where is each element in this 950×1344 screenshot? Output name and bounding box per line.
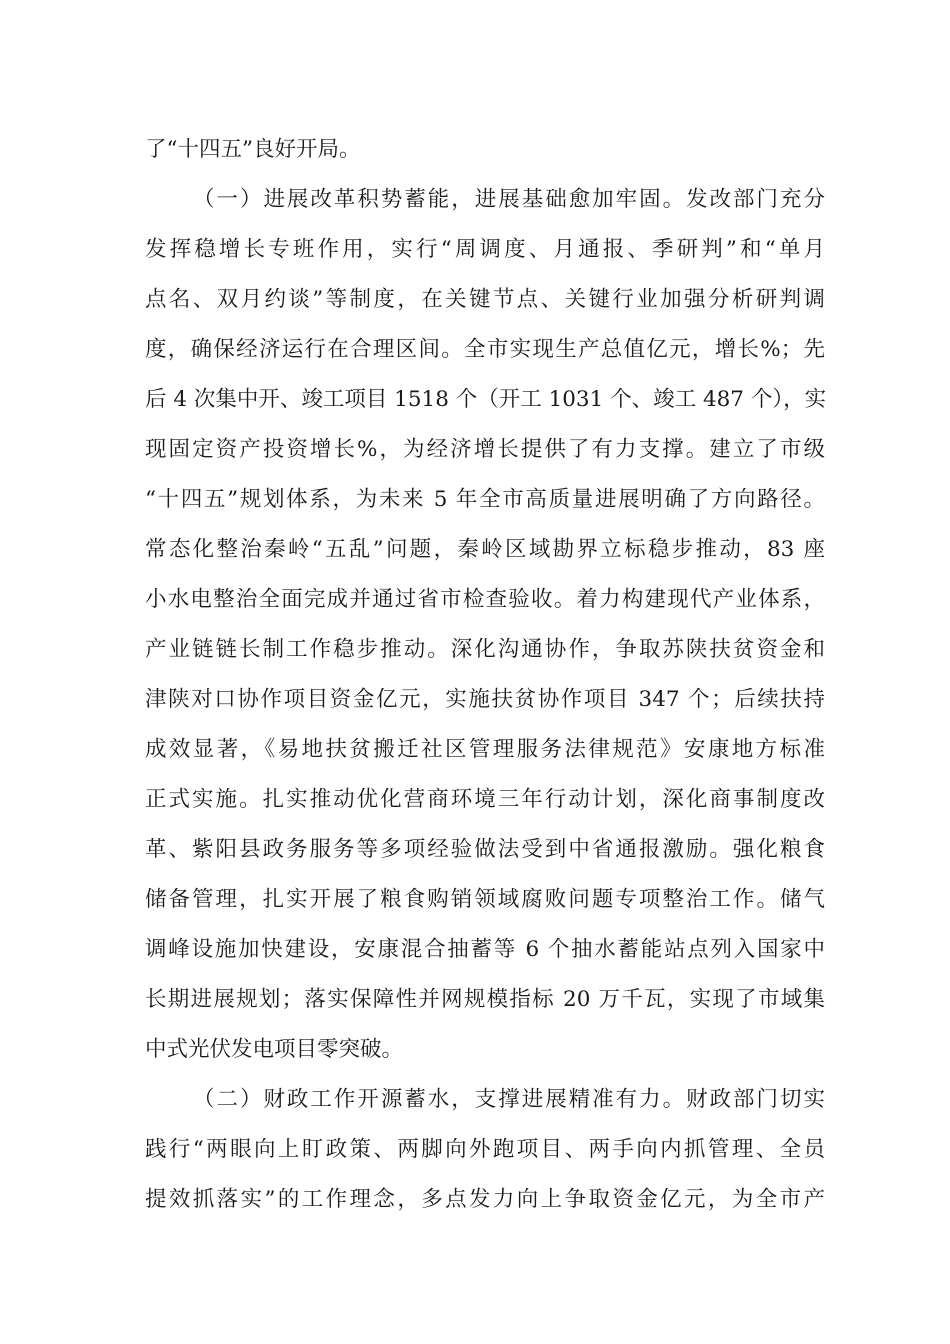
- paragraph-heading-line: （二）财政工作开源蓄水，支撑进展精准有力。财政部门切实: [193, 1087, 825, 1112]
- text-line: 度，确保经济运行在合理区间。全市实现生产总值亿元，增长%；先: [145, 337, 825, 362]
- text-line: 小水电整治全面完成并通过省市检查验收。着力构建现代产业体系，: [145, 587, 825, 612]
- text-line: 储备管理，扎实开展了粮食购销领域腐败问题专项整治工作。储气: [145, 887, 825, 912]
- text-line: 正式实施。扎实推动优化营商环境三年行动计划，深化商事制度改: [145, 787, 825, 812]
- text-line: 了“十四五”良好开局。: [145, 137, 361, 162]
- text-line: 发挥稳增长专班作用，实行“周调度、月通报、季研判”和“单月: [145, 237, 825, 262]
- text-line: 点名、双月约谈”等制度，在关键节点、关键行业加强分析研判调: [145, 287, 825, 312]
- text-line: 产业链链长制工作稳步推动。深化沟通协作，争取苏陕扶贫资金和: [145, 637, 825, 662]
- paragraph-heading-line: （一）进展改革积势蓄能，进展基础愈加牢固。发改部门充分: [193, 187, 825, 212]
- text-line: 长期进展规划；落实保障性并网规模指标 20 万千瓦，实现了市域集: [145, 987, 825, 1012]
- text-line: 成效显著，《易地扶贫搬迁社区管理服务法律规范》安康地方标准: [145, 737, 825, 762]
- text-line: 常态化整治秦岭“五乱”问题，秦岭区域勘界立标稳步推动，83 座: [145, 537, 825, 562]
- text-line: “十四五”规划体系，为未来 5 年全市高质量进展明确了方向路径。: [145, 487, 825, 512]
- text-line: 后 4 次集中开、竣工项目 1518 个（开工 1031 个、竣工 487 个），实: [145, 387, 827, 412]
- text-line: 提效抓落实”的工作理念，多点发力向上争取资金亿元，为全市产: [145, 1187, 825, 1212]
- text-line: 革、紫阳县政务服务等多项经验做法受到中省通报激励。强化粮食: [145, 837, 825, 862]
- text-line: 津陕对口协作项目资金亿元，实施扶贫协作项目 347 个；后续扶持: [145, 687, 825, 712]
- text-line: 调峰设施加快建设，安康混合抽蓄等 6 个抽水蓄能站点列入国家中: [145, 937, 825, 962]
- text-line: 中式光伏发电项目零突破。: [145, 1037, 404, 1062]
- text-line: 践行“两眼向上盯政策、两脚向外跑项目、两手向内抓管理、全员: [145, 1137, 825, 1162]
- text-line: 现固定资产投资增长%，为经济增长提供了有力支撑。建立了市级: [145, 437, 825, 462]
